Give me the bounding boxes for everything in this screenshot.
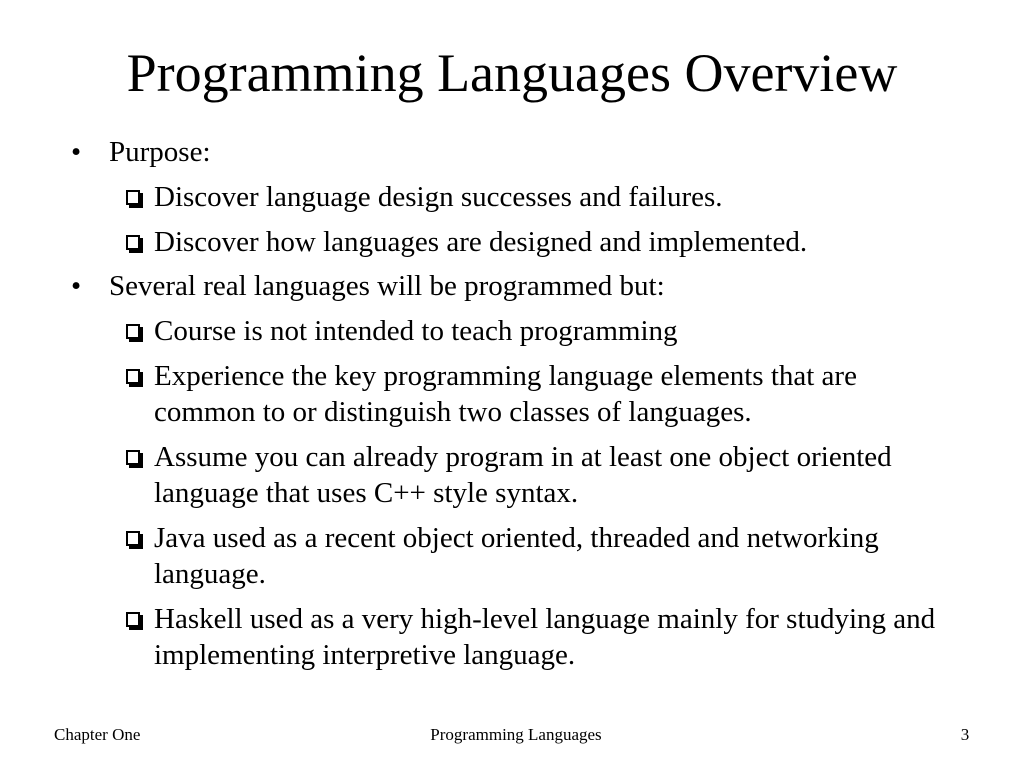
sub-bullet-text: Assume you can already program in at least one object oriented language that uses C++ style syntax. xyxy=(154,441,892,509)
sub-bullet-text: Java used as a recent object oriented, threaded and networking language. xyxy=(154,522,879,590)
footer-chapter: Chapter One xyxy=(54,725,141,744)
sub-bullet-item xyxy=(0,179,1024,215)
bullet-dot-icon: • xyxy=(71,270,82,302)
square-bullet-icon xyxy=(126,190,140,205)
square-bullet-icon xyxy=(126,369,140,384)
footer-course-title: Programming Languages xyxy=(430,725,602,744)
bullet-text: Several real languages will be programmed but: xyxy=(109,270,665,302)
slide-title: Programming Languages Overview xyxy=(126,43,898,103)
sub-bullet-item xyxy=(0,224,1024,260)
sub-bullet-text: Discover how languages are designed and implemented. xyxy=(154,226,808,258)
square-bullet-icon xyxy=(126,531,140,546)
sub-bullet-text: Discover language design successes and failures. xyxy=(154,181,723,213)
square-bullet-icon xyxy=(126,324,140,339)
square-bullet-icon xyxy=(126,450,140,465)
slide-body xyxy=(0,134,1024,673)
bullet-item xyxy=(0,134,1024,170)
sub-bullet-item xyxy=(0,439,1024,511)
footer-page-number: 3 xyxy=(960,725,970,744)
sub-bullet-item xyxy=(0,358,1024,430)
bullet-item xyxy=(0,268,1024,304)
bullet-dot-icon: • xyxy=(71,136,82,168)
sub-bullet-text: Experience the key programming language elements that are common to or distinguish two classes of languages. xyxy=(154,360,857,428)
square-bullet-icon xyxy=(126,612,140,627)
sub-bullet-item xyxy=(0,520,1024,592)
sub-bullet-item xyxy=(0,313,1024,349)
sub-bullet-text: Haskell used as a very high-level language mainly for studying and implementing interpretive language. xyxy=(154,603,936,671)
sub-bullet-item xyxy=(0,601,1024,673)
square-bullet-icon xyxy=(126,235,140,250)
sub-bullet-text: Course is not intended to teach programming xyxy=(154,315,678,347)
bullet-text: Purpose: xyxy=(109,136,211,168)
